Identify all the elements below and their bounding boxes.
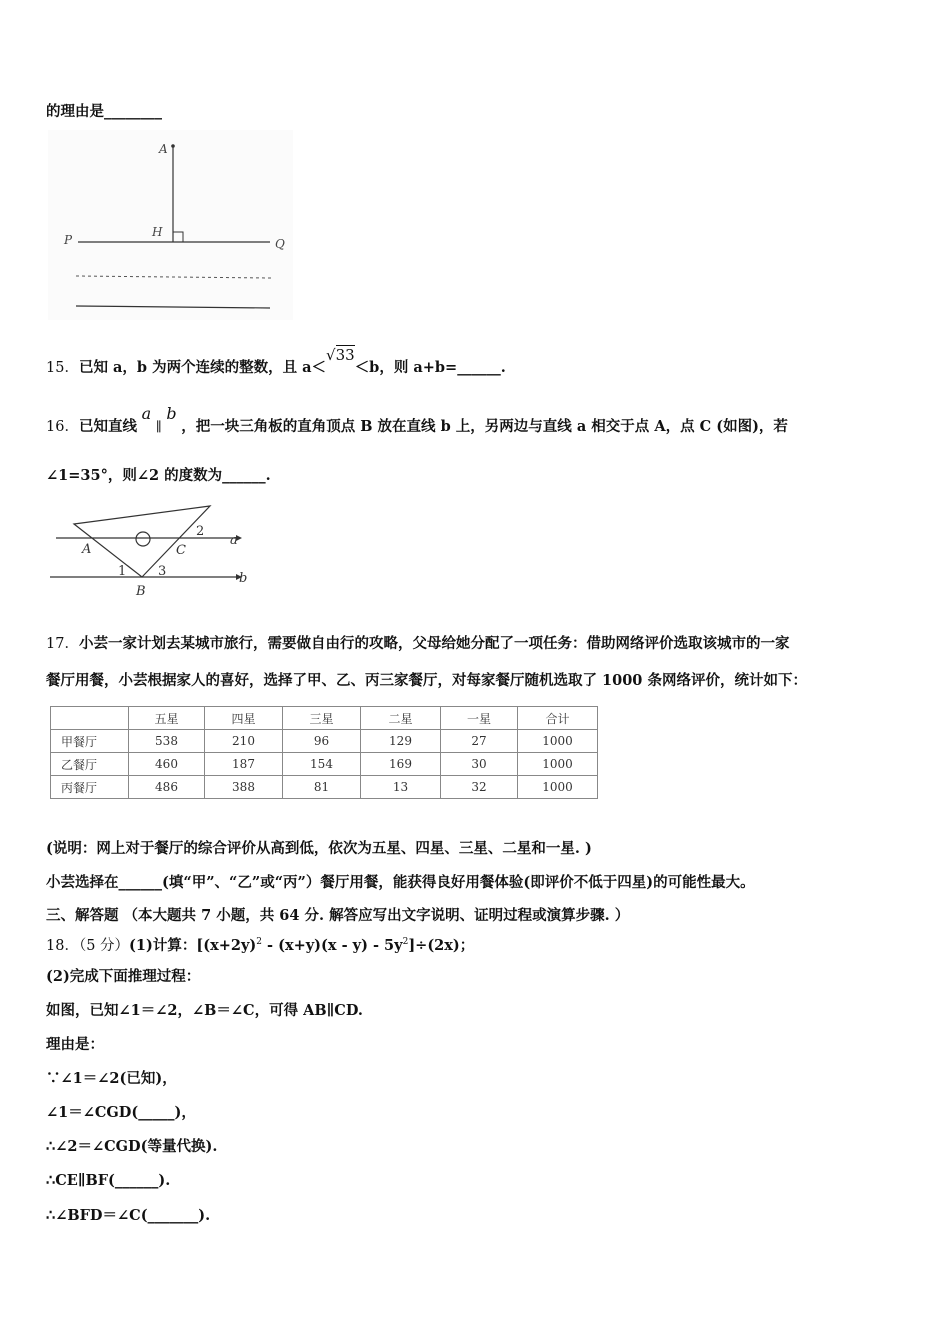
q18-number: 18．: [46, 937, 79, 954]
row-label: 甲餐厅: [51, 730, 129, 753]
section-3-heading: 三、解答题 （本大题共 7 小题，共 64 分. 解答应写出文字说明、证明过程或演算步骤. ）: [46, 907, 630, 924]
q14-answer-line: 的理由是________: [46, 103, 162, 120]
q16-text-1: 已知直线: [78, 418, 137, 435]
q18-step-5: ∴∠BFD＝∠C(_______).: [46, 1207, 211, 1224]
ratings-table-wrapper: [50, 706, 598, 799]
triangle-ruler: [74, 506, 210, 577]
table-cell: 169: [361, 753, 441, 776]
question-15: [46, 346, 506, 378]
point-a-dot: [171, 144, 175, 148]
label-a-point: A: [82, 542, 92, 557]
header-cell: 三星: [283, 707, 361, 730]
table-cell: 129: [361, 730, 441, 753]
q18-step-2: ∠1＝∠CGD(_____)，: [46, 1104, 196, 1121]
q18-part1-label: (1)计算：: [129, 936, 197, 954]
q18-exp-1: 2: [256, 937, 262, 947]
table-row: [51, 776, 598, 799]
ratings-table: [50, 706, 598, 799]
table-cell: 460: [129, 753, 205, 776]
table-cell: 388: [205, 776, 283, 799]
header-cell: 五星: [129, 707, 205, 730]
label-angle-1: 1: [118, 564, 127, 579]
table-row: [51, 730, 598, 753]
label-angle-3: 3: [158, 564, 167, 579]
q18-expr-a: [(x+2y): [196, 936, 257, 954]
label-a: A: [159, 142, 168, 156]
radicand: 33: [335, 346, 355, 364]
row-label: 乙餐厅: [51, 753, 129, 776]
table-cell: 27: [441, 730, 518, 753]
header-cell: 合计: [518, 707, 598, 730]
table-cell: 154: [283, 753, 361, 776]
q16-line-b: b: [166, 404, 177, 423]
ruler-hole: [136, 532, 150, 546]
q15-text-1: 已知 a，b 为两个连续的整数，且 a＜: [78, 359, 327, 376]
table-cell: 1000: [518, 730, 598, 753]
table-cell: 187: [205, 753, 283, 776]
table-cell: 81: [283, 776, 361, 799]
q18-expr-c: ]÷(2x)；: [408, 936, 475, 954]
header-cell: 四星: [205, 707, 283, 730]
table-cell: 96: [283, 730, 361, 753]
figure-triangle-parallel-lines: [46, 502, 256, 602]
q17-note: (说明：网上对于餐厅的综合评价从高到低，依次为五星、四星、三星、二星和一星. ): [46, 840, 592, 857]
q17-number: 17．: [46, 636, 79, 652]
table-cell: 538: [129, 730, 205, 753]
q16-number: 16．: [46, 419, 79, 435]
q18-part2: (2)完成下面推理过程：: [46, 968, 201, 985]
q17-question: 小芸选择在______(填“甲”、“乙”或“丙”）餐厅用餐，能获得良好用餐体验(即评价不低于四星)的可能性最大。: [46, 874, 755, 891]
q18-score: （5 分）: [78, 937, 130, 954]
q16-parallel-symbol: ∥: [155, 420, 162, 435]
table-cell: 30: [441, 753, 518, 776]
question-16: [46, 404, 788, 438]
label-q: Q: [275, 237, 285, 251]
q17-line-1: 小芸一家计划去某城市旅行，需要做自由行的攻略，父母给她分配了一项任务：借助网络评价选取该城市的一家: [78, 635, 790, 652]
question-18: [46, 932, 474, 956]
label-c-point: C: [176, 543, 186, 558]
figure-perpendicular-lines: [48, 130, 293, 320]
q18-step-1: ∵∠1＝∠2(已知)，: [46, 1070, 177, 1087]
sqrt-33: √33: [326, 346, 355, 364]
q16-line-2: ∠1=35°，则∠2 的度数为______.: [46, 467, 271, 484]
q18-given: 如图，已知∠1＝∠2，∠B＝∠C，可得 AB∥CD.: [46, 1002, 363, 1019]
table-cell: 486: [129, 776, 205, 799]
q15-text-2: ＜b，则 a+b=______.: [354, 359, 506, 376]
q18-step-3: ∴∠2＝∠CGD(等量代换).: [46, 1138, 218, 1155]
q16-line-a: a: [141, 404, 152, 423]
label-h: H: [152, 225, 163, 239]
question-17: [46, 634, 789, 654]
table-cell: 1000: [518, 776, 598, 799]
table-cell: 13: [361, 776, 441, 799]
table-header-row: [51, 707, 598, 730]
q18-expr-b: - (x+y)(x - y) - 5y: [261, 936, 403, 954]
header-cell: [51, 707, 129, 730]
label-line-b: b: [239, 571, 248, 586]
table-row: [51, 753, 598, 776]
label-angle-2: 2: [196, 524, 205, 539]
row-label: 丙餐厅: [51, 776, 129, 799]
q15-number: 15．: [46, 360, 79, 376]
q18-exp-2: 2: [402, 937, 409, 947]
q17-line-2: 餐厅用餐，小芸根据家人的喜好，选择了甲、乙、丙三家餐厅，对每家餐厅随机选取了 1000 条网络评价，统计如下：: [46, 672, 807, 689]
q18-reason-title: 理由是：: [46, 1036, 104, 1053]
label-line-a: a: [230, 533, 238, 548]
header-cell: 一星: [441, 707, 518, 730]
table-cell: 32: [441, 776, 518, 799]
q16-text-2: ，把一块三角板的直角顶点 B 放在直线 b 上，另两边与直线 a 相交于点 A，点 C (如图)，若: [181, 418, 788, 435]
q18-step-4: ∴CE∥BF(______).: [46, 1172, 171, 1189]
header-cell: 二星: [361, 707, 441, 730]
table-cell: 210: [205, 730, 283, 753]
label-b-point: B: [136, 584, 146, 599]
label-p: P: [64, 233, 73, 247]
table-cell: 1000: [518, 753, 598, 776]
